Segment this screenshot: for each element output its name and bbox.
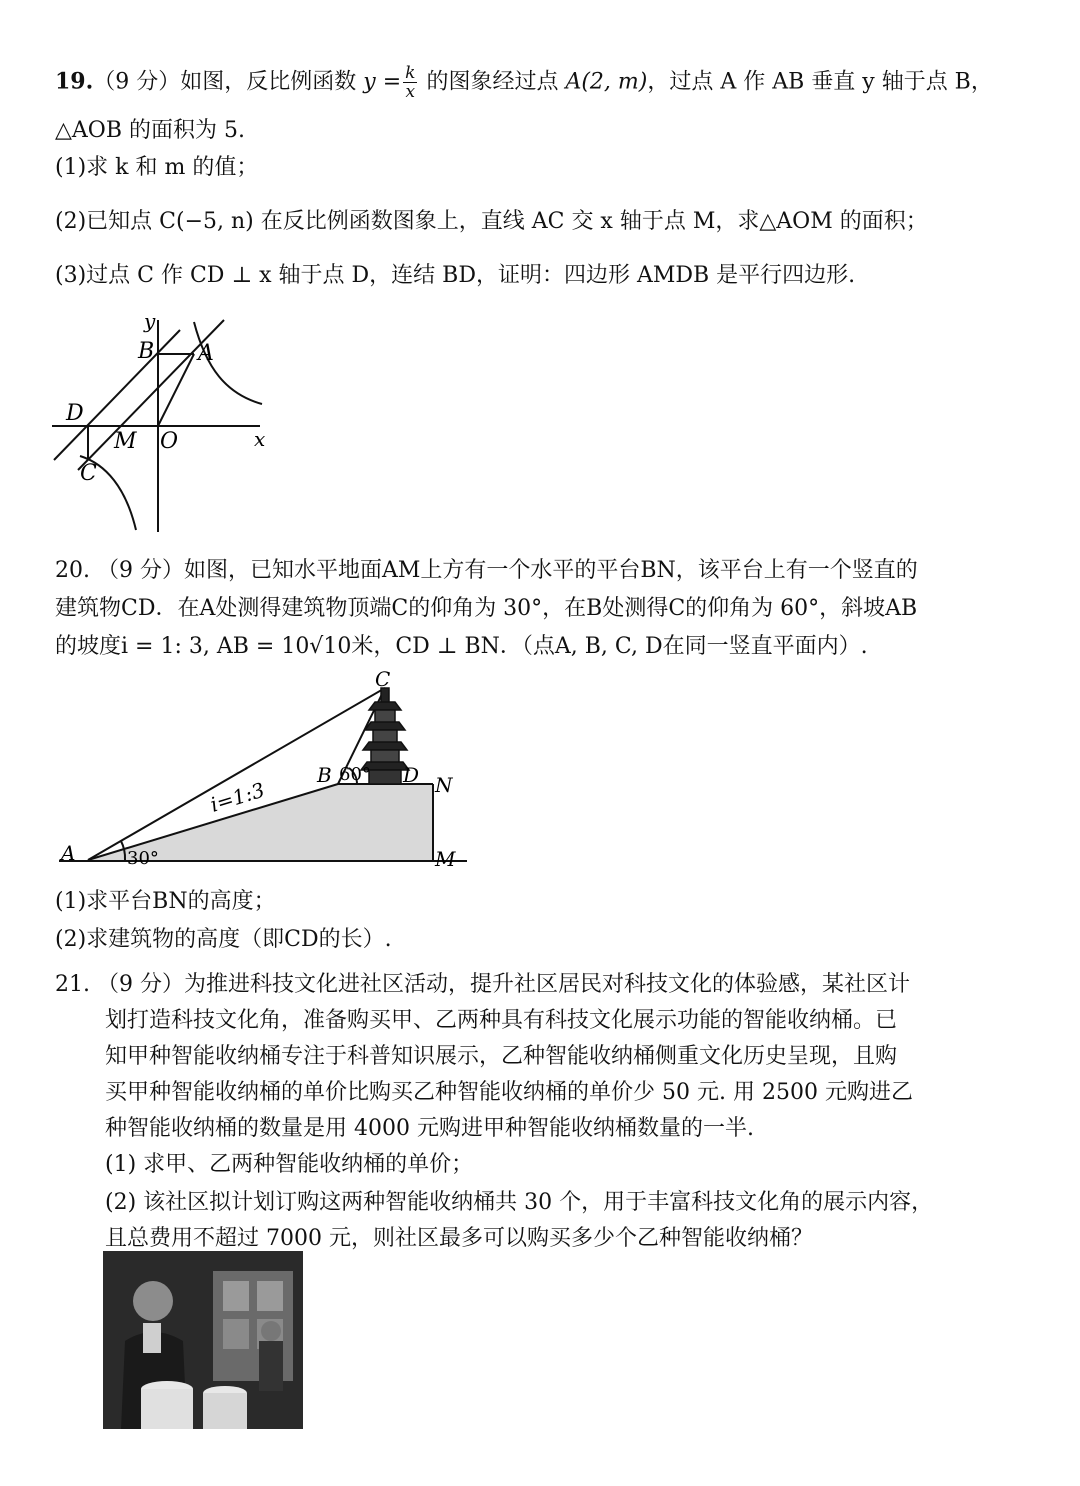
q20-part-1: (1)求平台BN的高度； [55, 889, 276, 914]
q21-line-4: 买甲种智能收纳桶的单价比购买乙种智能收纳桶的单价少 50 元. 用 2500 元购进乙 [105, 1080, 913, 1105]
q20-label-slope: i=1:3 [207, 777, 268, 817]
q19-line-1 [55, 64, 993, 101]
q19-line-ao [158, 354, 194, 426]
q20-figure [55, 668, 475, 878]
q19-text-c: ，过点 A 作 AB 垂直 y 轴于点 B， [647, 69, 993, 95]
q19-part-2: (2)已知点 C(−5, n) 在反比例函数图象上，直线 AC 交 x 轴于点 M，求△AOM 的面积； [55, 209, 928, 234]
q19-label-b: B [138, 339, 155, 364]
q19-label-o: O [160, 429, 179, 454]
q21-line-3: 知甲种智能收纳桶专注于科普知识展示，乙种智能收纳桶侧重文化历史呈现，且购 [105, 1044, 898, 1069]
q20-label-m: M [435, 847, 456, 871]
q19-label-x: x [254, 427, 266, 451]
q19-part-3: (3)过点 C 作 CD ⊥ x 轴于点 D，连结 BD，证明：四边形 AMDB 是平行四边形. [55, 263, 856, 288]
q19-fraction [403, 64, 417, 101]
q20-line-3: 的坡度i = 1: 3, AB = 10√10米，CD ⊥ BN．（点A, B, C, D在同一竖直平面内）. [55, 634, 868, 659]
q20-label-60: 60° [339, 764, 371, 785]
q20-label-c: C [375, 668, 391, 691]
q21-part-2b: 且总费用不超过 7000 元，则社区最多可以购买多少个乙种智能收纳桶？ [105, 1226, 813, 1251]
q19-label-m: M [114, 429, 137, 454]
q19-frac-bottom: x [405, 82, 416, 102]
q20-label-b: B [317, 763, 332, 787]
q21-line-5: 种智能收纳桶的数量是用 4000 元购进甲种智能收纳桶数量的一半. [105, 1116, 754, 1141]
q21-photo-drawing [103, 1251, 303, 1429]
q19-line-2: △AOB 的面积为 5. [55, 118, 245, 143]
q21-line-2: 划打造科技文化角，准备购买甲、乙两种具有科技文化展示功能的智能收纳桶。已 [105, 1008, 898, 1033]
q19-label-a: A [198, 341, 214, 366]
q19-part-1: (1)求 k 和 m 的值； [55, 155, 259, 180]
q20-label-d: D [403, 763, 420, 787]
q19-score: （9 分） [93, 69, 181, 95]
q19-label-c: C [80, 461, 97, 486]
q19-figure [48, 308, 288, 536]
q19-number: 19. [55, 68, 94, 95]
q19-point-a: A(2, m) [565, 69, 648, 95]
q20-label-30: 30° [127, 848, 159, 869]
q19-y-eq: y = [363, 69, 402, 95]
q19-label-d: D [66, 401, 84, 426]
q21-part-1: (1) 求甲、乙两种智能收纳桶的单价； [105, 1152, 474, 1177]
q20-line-1: 20. （9 分）如图，已知水平地面AM上方有一个水平的平台BN，该平台上有一个竖直的 [55, 558, 918, 583]
q20-label-n: N [435, 773, 453, 797]
q20-part-2: (2)求建筑物的高度（即CD的长）. [55, 927, 392, 952]
q19-label-y: y [144, 309, 156, 333]
q19-text-b: 的图象经过点 [419, 69, 566, 95]
q21-photo [103, 1251, 303, 1429]
q20-line-2: 建筑物CD．在A处测得建筑物顶端C的仰角为 30°，在B处测得C的仰角为 60°，斜坡AB [55, 596, 918, 621]
q20-label-a: A [61, 841, 76, 865]
q21-part-2a: (2) 该社区拟计划订购这两种智能收纳桶共 30 个，用于丰富科技文化角的展示内容， [105, 1190, 934, 1215]
q19-frac-top: k [405, 63, 416, 83]
q19-text-a: 如图，反比例函数 [180, 69, 364, 95]
q21-line-1: 21. （9 分）为推进科技文化进社区活动，提升社区居民对科技文化的体验感，某社区计 [55, 972, 910, 997]
